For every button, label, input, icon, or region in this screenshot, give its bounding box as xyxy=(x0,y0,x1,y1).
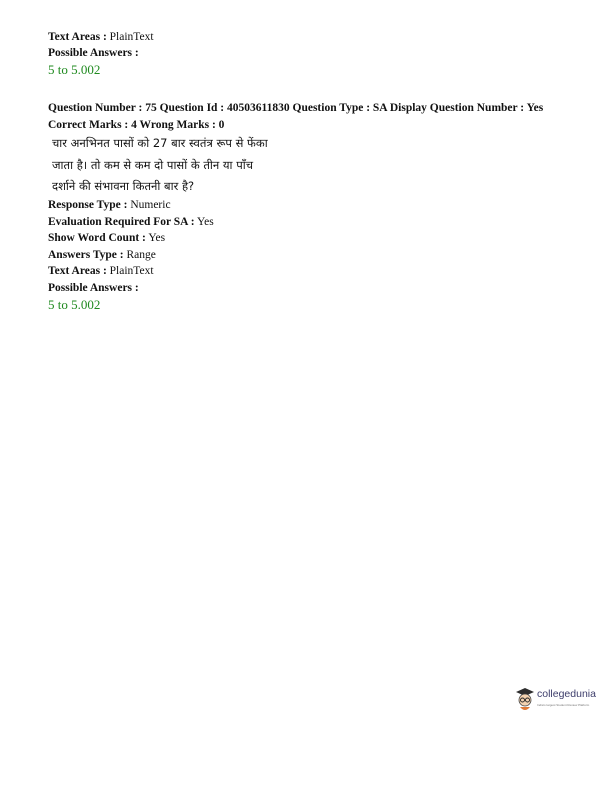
logo-tagline: India's largest Student Review Platform xyxy=(537,703,590,707)
field-label: Evaluation Required For SA : xyxy=(48,216,195,228)
question-text-line: दर्शाने की संभावना कितनी बार है? xyxy=(52,179,195,193)
field-value: PlainText xyxy=(109,31,154,43)
field-label: Answers Type : xyxy=(48,249,124,261)
field-label: Response Type : xyxy=(48,199,128,211)
top-possible-answers-label: Possible Answers : xyxy=(48,47,139,59)
question-marks: Correct Marks : 4 Wrong Marks : 0 xyxy=(48,119,225,131)
field-label: Show Word Count : xyxy=(48,232,146,244)
question-text-line: जाता है। तो कम से कम दो पासों के तीन या पाँच xyxy=(52,158,254,172)
evaluation-required-row xyxy=(48,215,214,229)
field-value: Yes xyxy=(148,232,166,244)
mascot-icon xyxy=(514,686,536,714)
field-value: PlainText xyxy=(109,265,154,277)
field-label: Text Areas : xyxy=(48,31,107,43)
response-type-row xyxy=(48,198,171,212)
show-word-count-row xyxy=(48,231,165,245)
text-areas-row xyxy=(48,264,154,278)
question-header: Question Number : 75 Question Id : 40503611830 Question Type : SA Display Question Number : Yes xyxy=(48,102,544,114)
field-value: Range xyxy=(126,249,156,261)
field-value: Numeric xyxy=(130,199,171,211)
logo-wordmark: collegedunia xyxy=(537,688,596,700)
possible-answers-label: Possible Answers : xyxy=(48,282,139,294)
question-text-line: चार अनभिनत पासों को 27 बार स्वतंत्र रूप से फेंका xyxy=(52,136,268,150)
possible-answers-value: 5 to 5.002 xyxy=(48,297,101,312)
field-value: Yes xyxy=(197,216,214,228)
answers-type-row xyxy=(48,248,156,262)
top-text-areas-row xyxy=(48,30,154,44)
collegedunia-logo xyxy=(514,686,604,716)
top-possible-answers-value: 5 to 5.002 xyxy=(48,62,101,77)
field-label: Text Areas : xyxy=(48,265,107,277)
